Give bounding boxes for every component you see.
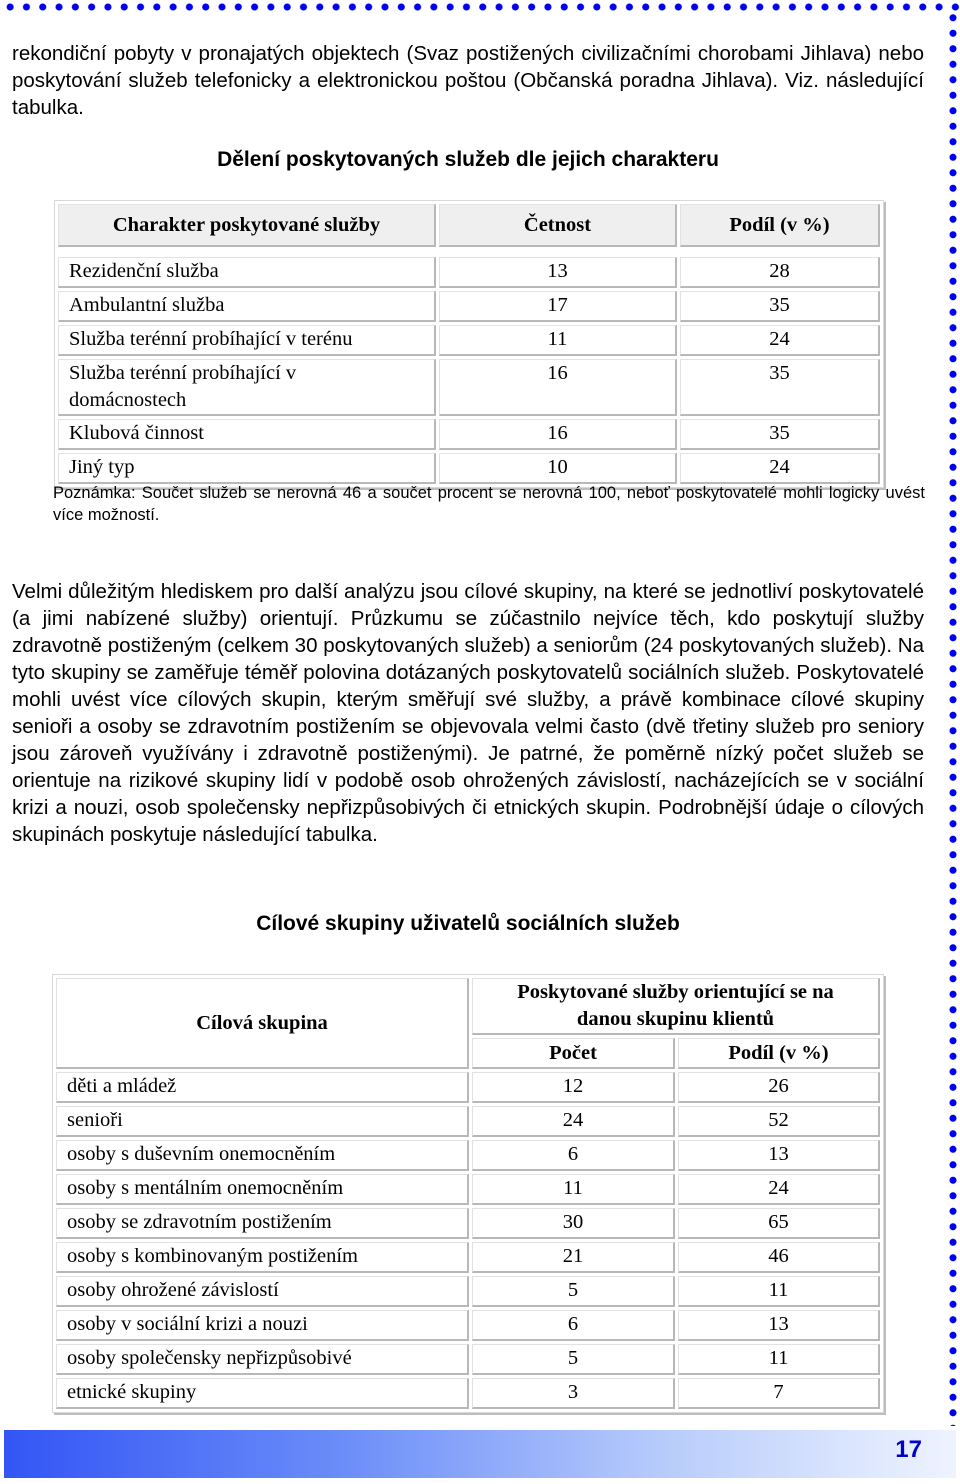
- row-count: 6: [472, 1140, 675, 1171]
- row-share: 13: [678, 1140, 880, 1171]
- header-character: Charakter poskytované služby: [58, 204, 436, 247]
- table1-title: Dělení poskytovaných služeb dle jejich charakteru: [217, 148, 719, 171]
- table-row: [58, 257, 880, 288]
- row-count: 11: [439, 325, 677, 356]
- row-count: 16: [439, 419, 677, 450]
- row-count: 17: [439, 291, 677, 322]
- row-label: osoby společensky nepřizpůsobivé: [56, 1344, 469, 1375]
- row-count: 21: [472, 1242, 675, 1273]
- row-count: 12: [472, 1072, 675, 1103]
- table-header-row: [58, 204, 880, 247]
- row-label: etnické skupiny: [56, 1378, 469, 1409]
- row-share: 7: [678, 1378, 880, 1409]
- table-row: [56, 1140, 880, 1171]
- table-row: [56, 1208, 880, 1239]
- row-share: 65: [678, 1208, 880, 1239]
- page-number: 17: [895, 1436, 922, 1463]
- row-label: osoby v sociální krizi a nouzi: [56, 1310, 469, 1341]
- row-share: 46: [678, 1242, 880, 1273]
- row-label: osoby ohrožené závislostí: [56, 1276, 469, 1307]
- table-row: [58, 325, 880, 356]
- table-header-row: [56, 978, 880, 1035]
- row-share: 35: [680, 291, 880, 322]
- row-share: 24: [680, 325, 880, 356]
- row-share: 13: [678, 1310, 880, 1341]
- row-count: 5: [472, 1344, 675, 1375]
- table-row: [56, 1174, 880, 1205]
- row-label: děti a mládež: [56, 1072, 469, 1103]
- table-row: [58, 453, 880, 484]
- row-count: 24: [472, 1106, 675, 1137]
- right-dotted-border: [946, 10, 960, 1426]
- table-row: [56, 1344, 880, 1375]
- row-count: 30: [472, 1208, 675, 1239]
- row-share: 11: [678, 1276, 880, 1307]
- table-row: [58, 359, 880, 416]
- intro-paragraph: rekondiční pobyty v pronajatých objektech (Svaz postižených civilizačními chorobami Jihlava) nebo poskytování služeb telefonicky a elektronickou poštou (Občanská poradna Jihlava). Viz. následující tabulka.: [12, 42, 924, 119]
- row-label: osoby s kombinovaným postižením: [56, 1242, 469, 1273]
- row-count: 11: [472, 1174, 675, 1205]
- row-count: 3: [472, 1378, 675, 1409]
- table-row: [58, 419, 880, 450]
- header-share: Podíl (v %): [680, 204, 880, 247]
- table-row: [56, 1378, 880, 1409]
- main-paragraph: Velmi důležitým hlediskem pro další analýzu jsou cílové skupiny, na které se jednotliví poskytovatelé (a jimi nabízené služby) orientují. Průzkumu se zúčastnilo nejvíce těch, kdo poskytují služby zdravotně postiženým (celkem 30 poskytovaných služeb) a seniorům (24 poskytovaných služeb). Na tyto skupiny se zaměřuje téměř polovina dotázaných poskytovatelů sociálních služeb. Poskytovatelé mohli uvést více cílových skupin, kterým směřují své služby, a právě kombinace cílové skupiny senioři a osoby se zdravotním postižením se objevovala velmi často (dvě třetiny služeb pro seniory jsou zároveň využívány i zdravotně postiženými). Je patrné, že poměrně nízký počet služeb se orientuje na rizikové skupiny lidí v podobě osob ohrožených závislostí, nacházejících se v sociální krizi a nouzi, osob společensky nepřizpůsobivých či etnických skupin. Podrobnější údaje o cílových skupinách poskytuje následující tabulka.: [12, 580, 924, 846]
- row-share: 52: [678, 1106, 880, 1137]
- row-label: senioři: [56, 1106, 469, 1137]
- row-share: 24: [678, 1174, 880, 1205]
- row-share: 24: [680, 453, 880, 484]
- table1-note: Poznámka: Součet služeb se nerovná 46 a součet procent se nerovná 100, neboť poskytovatelé mohli logicky uvést více možností.: [53, 484, 925, 524]
- row-share: 35: [680, 419, 880, 450]
- row-label: Klubová činnost: [58, 419, 436, 450]
- table-row: [56, 1276, 880, 1307]
- header-count: Počet: [472, 1038, 675, 1069]
- row-count: 6: [472, 1310, 675, 1341]
- top-dotted-border: [0, 0, 960, 14]
- row-count: 16: [439, 359, 677, 416]
- header-count: Četnost: [439, 204, 677, 247]
- row-share: 26: [678, 1072, 880, 1103]
- row-label: osoby s mentálním onemocněním: [56, 1174, 469, 1205]
- table2-title: Cílové skupiny uživatelů sociálních služeb: [256, 912, 680, 935]
- header-services-span: Poskytované služby orientující se na danou skupinu klientů: [472, 978, 880, 1035]
- header-target-group: Cílová skupina: [56, 978, 469, 1069]
- table-row: [56, 1106, 880, 1137]
- row-label: Ambulantní služba: [58, 291, 436, 322]
- target-groups-table: [52, 974, 884, 1413]
- row-share: 11: [678, 1344, 880, 1375]
- table-row: [56, 1242, 880, 1273]
- row-label: Jiný typ: [58, 453, 436, 484]
- row-label: osoby se zdravotním postižením: [56, 1208, 469, 1239]
- services-character-table: [54, 200, 884, 488]
- row-count: 10: [439, 453, 677, 484]
- table-row: [56, 1310, 880, 1341]
- row-label: Služba terénní probíhající v domácnostech: [58, 359, 436, 416]
- row-label: Služba terénní probíhající v terénu: [58, 325, 436, 356]
- header-share: Podíl (v %): [678, 1038, 880, 1069]
- row-share: 28: [680, 257, 880, 288]
- row-label: osoby s duševním onemocněním: [56, 1140, 469, 1171]
- row-count: 13: [439, 257, 677, 288]
- table-row: [58, 291, 880, 322]
- row-count: 5: [472, 1276, 675, 1307]
- row-share: 35: [680, 359, 880, 416]
- footer-gradient-band: [4, 1430, 956, 1478]
- table-row: [56, 1072, 880, 1103]
- row-label: Rezidenční služba: [58, 257, 436, 288]
